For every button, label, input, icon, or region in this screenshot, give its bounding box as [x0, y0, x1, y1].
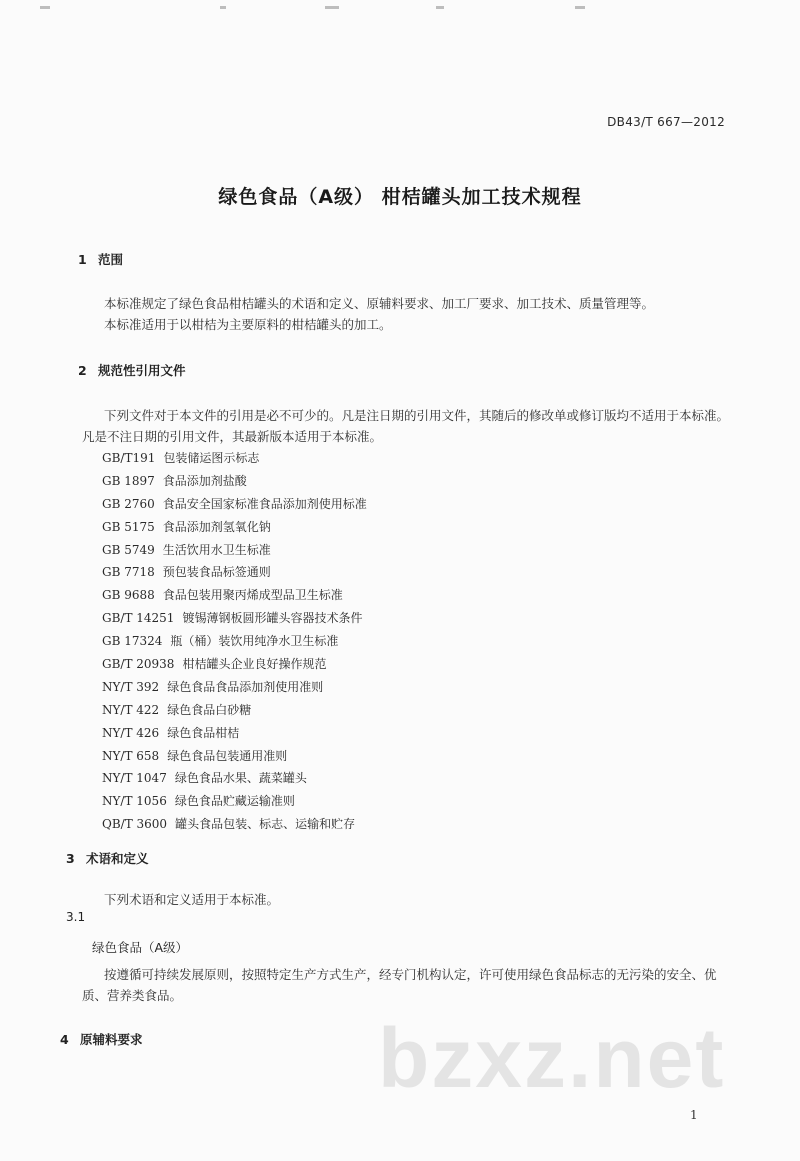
watermark: bzxz.net — [378, 1011, 726, 1105]
term-name: 绿色食品（A级） — [92, 940, 189, 955]
reference-code: GB 5175 — [102, 519, 155, 534]
reference-title: 柑桔罐头企业良好操作规范 — [182, 657, 327, 672]
reference-item — [102, 630, 552, 653]
references-intro: 下列文件对于本文件的引用是必不可少的。凡是注日期的引用文件，其随后的修改单或修订版均不适用于本标准。凡是不注日期的引用文件，其最新版本适用于本标准。 — [82, 408, 730, 444]
reference-item — [102, 447, 552, 470]
section-title: 原辅料要求 — [80, 1032, 143, 1047]
page-title: 绿色食品（A级） 柑桔罐头加工技术规程 — [218, 186, 582, 208]
page-number: 1 — [690, 1108, 698, 1122]
reference-title: 绿色食品食品添加剂使用准则 — [167, 679, 324, 694]
term-definition: 按遵循可持续发展原则，按照特定生产方式生产，经专门机构认定，许可使用绿色食品标志的无污染的安全、优质、营养类食品。 — [82, 967, 717, 1003]
reference-title: 罐头食品包装、标志、运输和贮存 — [175, 817, 356, 832]
reference-code: GB 2760 — [102, 496, 155, 511]
reference-code: GB/T 14251 — [102, 611, 175, 626]
reference-item — [102, 516, 552, 539]
reference-item — [102, 584, 552, 607]
reference-title: 包装储运图示标志 — [163, 451, 260, 465]
section-title: 规范性引用文件 — [98, 363, 186, 378]
reference-item — [102, 493, 552, 516]
standard-code: DB43/T 667—2012 — [607, 115, 725, 129]
reference-title: 食品安全国家标准食品添加剂使用标准 — [162, 496, 367, 511]
reference-code: NY/T 1056 — [102, 794, 167, 809]
reference-item — [102, 607, 552, 630]
reference-item — [102, 653, 552, 676]
reference-code: GB 7718 — [102, 565, 155, 580]
reference-code: GB/T 20938 — [102, 657, 175, 672]
reference-title: 绿色食品柑桔 — [167, 725, 240, 740]
scan-artifact — [325, 6, 339, 9]
reference-code: GB 17324 — [102, 634, 163, 649]
reference-title: 绿色食品贮藏运输准则 — [174, 794, 295, 809]
reference-item — [102, 561, 552, 584]
reference-item — [102, 790, 552, 813]
reference-title: 镀锡薄钢板圆形罐头容器技术条件 — [182, 611, 363, 626]
section-number: 4 — [60, 1032, 69, 1047]
reference-code: QB/T 3600 — [102, 817, 168, 832]
reference-item — [102, 767, 552, 790]
reference-item — [102, 722, 552, 745]
reference-title: 绿色食品水果、蔬菜罐头 — [174, 771, 307, 786]
reference-code: NY/T 392 — [102, 679, 160, 694]
clause-number: 3.1 — [66, 910, 86, 924]
reference-title: 绿色食品白砂糖 — [167, 702, 252, 717]
reference-code: NY/T 658 — [102, 748, 160, 763]
section-heading-terms-definitions — [66, 849, 149, 867]
reference-code: NY/T 1047 — [102, 771, 167, 786]
reference-title: 瓶（桶）装饮用纯净水卫生标准 — [170, 634, 339, 649]
section-number: 1 — [78, 252, 87, 267]
reference-title: 绿色食品包装通用准则 — [167, 748, 288, 763]
section-title: 范围 — [98, 252, 124, 267]
reference-item — [102, 470, 552, 493]
reference-item — [102, 745, 552, 768]
section-title: 术语和定义 — [86, 851, 149, 866]
scope-paragraph-1: 本标准规定了绿色食品柑桔罐头的术语和定义、原辅料要求、加工厂要求、加工技术、质量管理等。 — [104, 296, 655, 311]
reference-item — [102, 699, 552, 722]
reference-list — [102, 447, 552, 836]
section-heading-raw-materials — [60, 1030, 143, 1048]
scan-artifact — [575, 6, 585, 9]
reference-title: 食品包装用聚丙烯成型品卫生标准 — [162, 588, 343, 603]
reference-title: 生活饮用水卫生标准 — [162, 542, 271, 557]
scan-artifact — [220, 6, 226, 9]
scan-artifact — [40, 6, 50, 9]
section-heading-normative-references — [78, 361, 186, 379]
section-heading-scope — [78, 250, 123, 268]
reference-code: GB 9688 — [102, 588, 155, 603]
reference-title: 预包装食品标签通则 — [162, 565, 271, 580]
section-number: 2 — [78, 363, 87, 378]
terms-intro: 下列术语和定义适用于本标准。 — [104, 892, 280, 907]
scope-paragraph-2: 本标准适用于以柑桔为主要原料的柑桔罐头的加工。 — [104, 317, 392, 332]
section-number: 3 — [66, 851, 75, 866]
reference-code: NY/T 422 — [102, 702, 160, 717]
reference-code: GB/T191 — [102, 451, 156, 465]
reference-item — [102, 676, 552, 699]
reference-item — [102, 813, 552, 836]
reference-title: 食品添加剂盐酸 — [162, 473, 247, 488]
reference-code: GB 5749 — [102, 542, 155, 557]
scan-artifact — [436, 6, 444, 9]
reference-code: GB 1897 — [102, 473, 155, 488]
reference-code: NY/T 426 — [102, 725, 160, 740]
reference-title: 食品添加剂氢氧化钠 — [162, 519, 271, 534]
reference-item — [102, 539, 552, 562]
